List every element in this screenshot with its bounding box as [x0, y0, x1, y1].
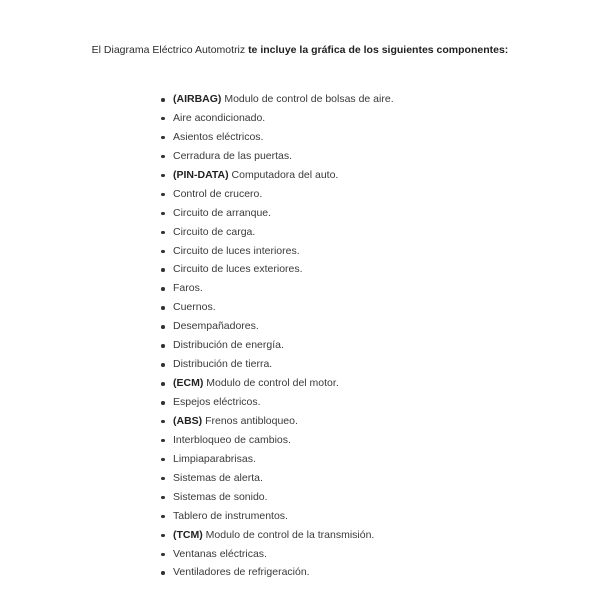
item-label: Circuito de carga. — [173, 225, 256, 238]
item-label: Ventanas eléctricas. — [173, 547, 267, 560]
item-abbreviation: (ECM) — [173, 377, 204, 390]
item-label: Limpiaparabrisas. — [173, 452, 256, 465]
item-label: Cerradura de las puertas. — [173, 149, 293, 162]
bullet-icon — [161, 363, 165, 367]
intro-plain-text: El Diagrama Eléctrico Automotriz — [91, 44, 249, 56]
item-label: Distribución de energía. — [173, 339, 284, 352]
item-label: Faros. — [173, 282, 203, 295]
item-label: Sistemas de sonido. — [173, 490, 268, 503]
item-label: Modulo de control de bolsas de aire. — [221, 93, 394, 105]
bullet-icon — [161, 477, 165, 481]
item-label: Circuito de arranque. — [173, 206, 272, 219]
list-item — [0, 450, 394, 469]
list-item — [0, 223, 394, 242]
list-item — [0, 526, 394, 545]
item-label: Asientos eléctricos. — [173, 130, 264, 143]
bullet-icon — [161, 439, 165, 443]
item-abbreviation: (AIRBAG) — [173, 93, 222, 105]
item-label: Modulo de control del motor. — [203, 377, 339, 390]
list-item — [0, 336, 394, 355]
bullet-icon — [161, 250, 165, 254]
bullet-icon — [161, 136, 165, 140]
list-item — [0, 412, 394, 431]
list-item — [0, 488, 394, 507]
bullet-icon — [161, 534, 165, 538]
bullet-icon — [161, 571, 165, 575]
list-item — [0, 279, 394, 298]
bullet-icon — [161, 515, 165, 519]
item-label: Computadora del auto. — [228, 168, 339, 181]
bullet-icon — [161, 174, 165, 178]
bullet-icon — [161, 382, 165, 386]
bullet-icon — [161, 344, 165, 348]
components-list — [0, 90, 394, 582]
item-label: Distribución de tierra. — [173, 358, 273, 371]
list-item — [0, 469, 394, 488]
item-label: Desempañadores. — [173, 320, 259, 333]
list-item — [0, 147, 394, 166]
bullet-icon — [161, 325, 165, 329]
list-item — [0, 166, 394, 185]
item-label: Interbloqueo de cambios. — [173, 433, 291, 446]
item-abbreviation: (TCM) — [173, 528, 203, 541]
item-label: Cuernos. — [173, 301, 216, 314]
list-item — [0, 393, 394, 412]
intro-bold-text: te incluye la gráfica de los siguientes componentes: — [248, 44, 509, 56]
list-item — [0, 90, 394, 109]
item-label: Sistemas de alerta. — [173, 471, 263, 484]
bullet-icon — [161, 98, 165, 102]
list-item — [0, 545, 394, 564]
intro-paragraph — [40, 42, 560, 58]
bullet-icon — [161, 117, 165, 121]
bullet-icon — [161, 155, 165, 159]
list-item — [0, 185, 394, 204]
item-label: Control de crucero. — [173, 187, 263, 200]
bullet-icon — [161, 193, 165, 197]
item-abbreviation: (PIN-DATA) — [173, 168, 229, 181]
item-label: Tablero de instrumentos. — [173, 509, 288, 522]
bullet-icon — [161, 268, 165, 272]
list-item — [0, 431, 394, 450]
bullet-icon — [161, 212, 165, 216]
item-label: Aire acondicionado. — [173, 111, 266, 124]
bullet-icon — [161, 553, 165, 557]
list-item — [0, 374, 394, 393]
list-item — [0, 507, 394, 526]
bullet-icon — [161, 306, 165, 310]
list-item — [0, 128, 394, 147]
list-item — [0, 317, 394, 336]
list-item — [0, 260, 394, 279]
item-label: Ventiladores de refrigeración. — [173, 566, 310, 579]
item-abbreviation: (ABS) — [173, 414, 203, 427]
list-item — [0, 204, 394, 223]
list-item — [0, 563, 394, 582]
item-label: Frenos antibloqueo. — [202, 414, 298, 427]
list-item — [0, 355, 394, 374]
bullet-icon — [161, 231, 165, 235]
item-label: Modulo de control de la transmisión. — [202, 528, 375, 541]
bullet-icon — [161, 420, 165, 424]
list-item — [0, 298, 394, 317]
list-item — [0, 109, 394, 128]
item-label: Circuito de luces exteriores. — [173, 263, 303, 276]
bullet-icon — [161, 287, 165, 291]
bullet-icon — [161, 401, 165, 405]
bullet-icon — [161, 458, 165, 462]
item-label: Espejos eléctricos. — [173, 396, 261, 408]
bullet-icon — [161, 496, 165, 500]
item-label: Circuito de luces interiores. — [173, 244, 300, 257]
list-item — [0, 242, 394, 261]
